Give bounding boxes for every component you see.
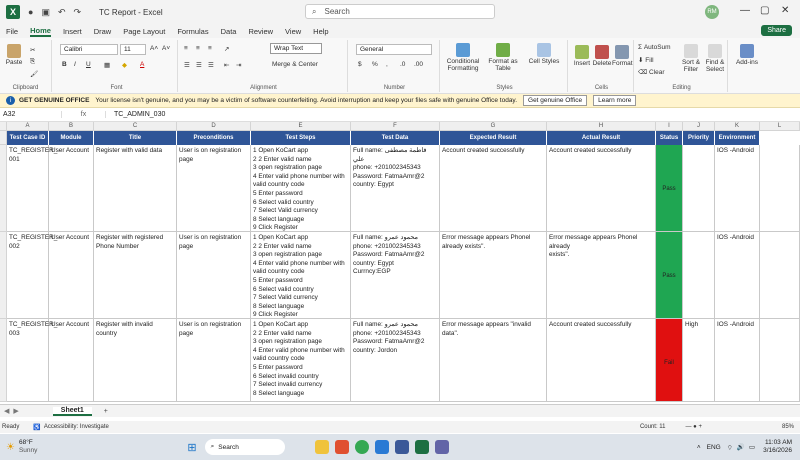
cell-status-pass[interactable] xyxy=(656,145,683,232)
sort-filter-icon xyxy=(684,44,698,58)
autosum-label: AutoSum xyxy=(643,44,671,51)
clipboard-label: Clipboard xyxy=(12,85,39,91)
file-explorer-icon[interactable] xyxy=(315,440,329,454)
cell-module[interactable]: User Account xyxy=(49,319,94,402)
delete-cells-icon xyxy=(595,45,609,59)
find-select-icon xyxy=(708,44,722,58)
editing-label: Editing xyxy=(672,85,691,91)
borders-icon[interactable]: ▦ xyxy=(104,62,111,69)
cell-test-case-id[interactable]: TC_REGISTER_ 002 xyxy=(7,232,49,319)
conditional-formatting-button[interactable] xyxy=(444,43,482,72)
cell-preconditions[interactable]: User is on registration page xyxy=(177,319,251,402)
tab-home[interactable]: Home xyxy=(30,25,51,35)
header-environment[interactable]: Environment xyxy=(715,131,760,145)
cell-preconditions[interactable]: User is on registration page xyxy=(177,232,251,319)
align-center-icon[interactable]: ☰ xyxy=(196,62,202,69)
banner-message: Your license isn't genuine, and you may be a victim of software counterfeiting. Avoid interruption and keep your files safe with genuine Office today. xyxy=(95,97,518,104)
orientation-icon[interactable]: ↗ xyxy=(224,46,230,53)
clear-icon: ⌫ xyxy=(638,69,649,76)
title-bar xyxy=(0,0,800,24)
decrease-font-icon[interactable]: A˅ xyxy=(162,45,171,52)
next-sheet-icon[interactable]: ▶ xyxy=(13,408,19,415)
search-placeholder: Search xyxy=(324,7,350,16)
paste-label: Paste xyxy=(5,59,23,66)
column-header-k[interactable]: K xyxy=(715,122,760,131)
battery-icon[interactable]: ▭ xyxy=(748,444,756,451)
cell-title[interactable]: Register with valid data xyxy=(94,145,177,232)
select-all-corner[interactable] xyxy=(0,122,7,131)
cell-styles-icon xyxy=(537,43,551,57)
search-icon: ⌕ xyxy=(312,6,317,16)
cells-label: Cells xyxy=(594,85,609,91)
brave-browser-icon[interactable] xyxy=(335,440,349,454)
cell-test-data[interactable]: Full name: محمود عمرو phone: +201002345343 Password: FatmaAmr@2 country: Jordon xyxy=(351,319,440,402)
status-bar xyxy=(0,421,800,433)
maximize-button[interactable]: ▢ xyxy=(760,5,770,16)
cells-group xyxy=(570,40,634,92)
cell-priority[interactable]: High xyxy=(683,319,715,402)
spreadsheet-grid[interactable] xyxy=(0,122,800,402)
tab-view[interactable]: View xyxy=(285,26,302,36)
column-header-j[interactable]: J xyxy=(683,122,715,131)
comma-icon[interactable]: , xyxy=(386,61,388,68)
header-preconditions[interactable]: Preconditions xyxy=(177,131,251,145)
cell-test-steps[interactable]: 1 Open KoCart app 2 2 Enter valid name 3 open registration page 4 Enter valid phone number with valid country code 5 Enter password 6 Select valid country 7 Select Valid currency 8 Select language 9 Click Register xyxy=(251,145,351,232)
header-status[interactable]: Status xyxy=(656,131,683,145)
row-header[interactable] xyxy=(0,145,7,232)
cell-test-steps[interactable]: 1 Open KoCart app 2 2 Enter valid name 3 open registration page 4 Enter valid phone number with valid country code 5 Enter password 6 Select valid country 7 Select Valid currency 8 Select language 9 Click Register xyxy=(251,232,351,319)
cell-test-steps[interactable]: 1 Open KoCart app 2 2 Enter valid name 3 open registration page 4 Enter valid phone number with valid country code 5 Enter password 6 Select invalid country 7 Select invalid currency 8 Select language xyxy=(251,319,351,402)
cell-expected-result[interactable]: Error message appears "invalid data". xyxy=(440,319,547,402)
conditional-formatting-label: Conditional Formatting xyxy=(446,58,480,72)
taskbar-search-label: Search xyxy=(218,443,239,451)
name-box[interactable]: A32 xyxy=(0,111,62,118)
messenger-icon[interactable] xyxy=(375,440,389,454)
format-as-table-icon xyxy=(496,43,510,57)
cell-environment[interactable]: IOS -Android xyxy=(715,232,760,319)
header-test-data[interactable]: Test Data xyxy=(351,131,440,145)
number-group xyxy=(350,40,440,92)
sheet-tab-bar xyxy=(0,404,800,417)
font-name-select[interactable]: Calibri xyxy=(60,44,118,55)
cell-module[interactable]: User Account xyxy=(49,232,94,319)
tab-page-layout[interactable]: Page Layout xyxy=(123,26,166,36)
column-header-l[interactable]: L xyxy=(760,122,800,131)
font-group xyxy=(56,40,178,92)
increase-indent-icon[interactable]: ⇥ xyxy=(236,62,242,69)
addins-button[interactable] xyxy=(732,44,762,66)
chrome-icon[interactable] xyxy=(355,440,369,454)
app-icon[interactable] xyxy=(395,440,409,454)
tab-draw[interactable]: Draw xyxy=(93,26,112,36)
merge-center-button[interactable]: Merge & Center xyxy=(272,61,318,68)
cell-priority[interactable] xyxy=(683,232,715,319)
cell-title[interactable]: Register with invalid country xyxy=(94,319,177,402)
cell-status-pass[interactable] xyxy=(656,232,683,319)
editing-group xyxy=(636,40,728,92)
clear-label: Clear xyxy=(649,69,665,76)
undo-icon[interactable]: ↶ xyxy=(57,6,66,17)
status-ready: Ready xyxy=(2,424,20,430)
format-cells-icon xyxy=(615,45,629,59)
cell-test-data[interactable]: Full name: محمود عمرو phone: +201002345343 Password: FatmaAmr@2 country: Egypt Currncy:EGP xyxy=(351,232,440,319)
minimize-button[interactable]: — xyxy=(740,5,750,16)
number-format-select[interactable]: General xyxy=(356,44,432,55)
row-header[interactable] xyxy=(0,319,7,402)
taskbar-search-icon: ⌕ xyxy=(210,443,215,450)
weather-temp: 68°F xyxy=(18,439,33,446)
taskbar xyxy=(0,434,800,460)
cell-actual-result[interactable]: Account created successfully xyxy=(547,145,656,232)
clipboard-group xyxy=(0,40,52,92)
clock-time: 11:03 AM xyxy=(765,439,792,446)
header-actual-result[interactable]: Actual Result xyxy=(547,131,656,145)
wrap-text-button[interactable] xyxy=(270,43,322,54)
avatar[interactable]: RM xyxy=(705,5,719,19)
underline-button[interactable]: U xyxy=(86,61,91,68)
fill-label: Fill xyxy=(645,57,654,64)
get-genuine-button[interactable]: Get genuine Office xyxy=(523,95,587,106)
column-header-f[interactable]: F xyxy=(351,122,440,131)
status-text: Pass xyxy=(662,186,676,192)
cell-empty[interactable] xyxy=(760,232,800,319)
cell-environment[interactable]: IOS -Android xyxy=(715,319,760,402)
share-button[interactable]: Share xyxy=(761,25,792,36)
align-right-icon[interactable]: ☰ xyxy=(208,62,214,69)
cell-priority[interactable] xyxy=(683,145,715,232)
header-expected-result[interactable]: Expected Result xyxy=(440,131,547,145)
excel-logo-icon: X xyxy=(6,5,20,19)
bold-button[interactable]: B xyxy=(62,61,67,68)
cell-actual-result[interactable]: Account created successfully xyxy=(547,319,656,402)
decrease-decimal-icon[interactable]: .00 xyxy=(414,61,424,68)
search-box[interactable] xyxy=(305,4,495,19)
count-indicator: Count: 11 xyxy=(639,424,666,430)
increase-font-icon[interactable]: A˄ xyxy=(150,45,159,52)
percent-icon[interactable]: % xyxy=(372,61,378,68)
menu-bar xyxy=(0,24,800,38)
tab-data[interactable]: Data xyxy=(220,26,237,36)
status-text: Fail xyxy=(664,360,674,366)
styles-group xyxy=(442,40,568,92)
header-title[interactable]: Title xyxy=(94,131,177,145)
cell-styles-button[interactable] xyxy=(526,43,562,65)
cell-test-data[interactable]: Full name: فاطمة مصطفى علي phone: +201002345343 Password: FatmaAmr@2 country: Egypt xyxy=(351,145,440,232)
header-priority[interactable]: Priority xyxy=(683,131,715,145)
sort-filter-label: Sort & Filter xyxy=(681,59,701,73)
font-size-select[interactable]: 11 xyxy=(120,44,146,55)
column-header-e[interactable]: E xyxy=(251,122,351,131)
format-painter-icon[interactable]: 🖌 xyxy=(30,71,39,78)
italic-button[interactable]: I xyxy=(74,61,76,68)
cell-module[interactable]: User Account xyxy=(49,145,94,232)
alignment-group xyxy=(180,40,348,92)
formula-bar xyxy=(0,108,800,122)
cell-actual-result[interactable]: Error message appears Phonel already exists". xyxy=(547,232,656,319)
header-test-case-id[interactable]: Test Case ID xyxy=(7,131,49,145)
tab-file[interactable]: File xyxy=(6,26,19,36)
delete-cells-button[interactable] xyxy=(592,45,612,67)
cell-empty[interactable] xyxy=(760,319,800,402)
system-tray-chevron-icon[interactable]: ˄ xyxy=(696,443,701,451)
insert-cells-icon xyxy=(575,45,589,59)
cell-title[interactable]: Register with registered Phone Number xyxy=(94,232,177,319)
tab-insert[interactable]: Insert xyxy=(62,26,82,36)
cell-test-case-id[interactable]: TC_REGISTER_ 001 xyxy=(7,145,49,232)
cell-status-fail[interactable] xyxy=(656,319,683,402)
ribbon xyxy=(0,38,800,94)
taskbar-search[interactable] xyxy=(205,439,285,455)
addins-label: Add-ins xyxy=(735,59,759,66)
paste-button[interactable] xyxy=(4,44,24,66)
teams-icon[interactable] xyxy=(435,440,449,454)
column-header-g[interactable]: G xyxy=(440,122,547,131)
column-header-i[interactable]: I xyxy=(656,122,683,131)
cut-icon[interactable]: ✂ xyxy=(30,47,36,54)
format-as-table-label: Format as Table xyxy=(488,58,518,72)
cell-styles-label: Cell Styles xyxy=(528,58,560,65)
banner-title: GET GENUINE OFFICE xyxy=(19,97,90,104)
info-icon: i xyxy=(6,96,15,105)
column-header-d[interactable]: D xyxy=(177,122,251,131)
cell-test-case-id[interactable]: TC_REGISTER_ 003 xyxy=(7,319,49,402)
start-button[interactable]: ⊞ xyxy=(187,441,197,454)
font-label: Font xyxy=(110,85,123,91)
formula-input[interactable]: TC_ADMIN_030 xyxy=(114,111,166,118)
zoom-slider[interactable]: — ● + xyxy=(685,424,702,430)
number-label: Number xyxy=(383,85,406,91)
sheet-tab-sheet1[interactable]: Sheet1 xyxy=(53,407,92,416)
copy-icon[interactable]: ⎘ xyxy=(30,58,36,65)
cell-environment[interactable]: IOS -Android xyxy=(715,145,760,232)
wrap-text-label: Wrap Text xyxy=(274,45,304,52)
widgets-icon[interactable] xyxy=(295,440,309,454)
alignment-label: Alignment xyxy=(250,85,277,91)
conditional-formatting-icon xyxy=(456,43,470,57)
format-as-table-button[interactable] xyxy=(484,43,522,72)
column-header-h[interactable]: H xyxy=(547,122,656,131)
format-cells-label: Format xyxy=(612,60,633,67)
autosum-icon: Σ xyxy=(638,44,644,51)
clock[interactable] xyxy=(763,439,792,455)
sort-filter-button[interactable] xyxy=(680,44,702,73)
row-header[interactable] xyxy=(0,131,7,145)
align-middle-icon[interactable]: ≡ xyxy=(196,45,200,52)
tab-help[interactable]: Help xyxy=(313,26,329,36)
genuine-office-banner xyxy=(0,94,800,108)
align-bottom-icon[interactable]: ≡ xyxy=(208,45,212,52)
prev-sheet-icon[interactable]: ◀ xyxy=(4,408,10,415)
excel-taskbar-icon[interactable] xyxy=(415,440,429,454)
status-text: Pass xyxy=(662,273,676,279)
redo-icon[interactable]: ↷ xyxy=(73,6,82,17)
fill-color-icon[interactable]: ◆ xyxy=(122,62,127,69)
cell-expected-result[interactable]: Error message appears Phonel already exists". xyxy=(440,232,547,319)
fill-button[interactable] xyxy=(638,56,654,64)
fill-icon: ⬇ xyxy=(638,57,646,64)
find-select-label: Find & Select xyxy=(705,59,725,73)
accessibility-status[interactable]: Accessibility: Investigate xyxy=(43,424,109,430)
add-sheet-button[interactable]: + xyxy=(103,407,108,415)
insert-cells-button[interactable] xyxy=(572,45,592,67)
clock-date: 3/16/2026 xyxy=(763,447,792,454)
addins-icon xyxy=(740,44,754,58)
paste-icon xyxy=(7,44,21,58)
increase-decimal-icon[interactable]: .0 xyxy=(400,61,406,68)
decrease-indent-icon[interactable]: ⇤ xyxy=(224,62,230,69)
align-left-icon[interactable]: ☰ xyxy=(184,62,190,69)
zoom-level[interactable]: 85% xyxy=(781,424,794,430)
language-indicator[interactable]: ENG xyxy=(706,443,721,451)
clear-button[interactable] xyxy=(638,68,665,76)
font-color-icon[interactable]: A xyxy=(140,61,145,68)
align-top-icon[interactable]: ≡ xyxy=(184,45,188,52)
addins-group xyxy=(730,40,764,92)
fx-icon[interactable]: fx xyxy=(62,111,106,118)
currency-icon[interactable]: $ xyxy=(358,61,362,68)
insert-cells-label: Insert xyxy=(573,60,591,67)
tab-review[interactable]: Review xyxy=(248,26,274,36)
learn-more-button[interactable]: Learn more xyxy=(593,95,636,106)
cell-preconditions[interactable]: User is on registration page xyxy=(177,145,251,232)
column-header-a[interactable]: A xyxy=(7,122,49,131)
header-module[interactable]: Module xyxy=(49,131,94,145)
find-select-button[interactable] xyxy=(704,44,726,73)
row-header[interactable] xyxy=(0,232,7,319)
window-title: TC Report - Excel xyxy=(99,7,163,17)
format-cells-button[interactable] xyxy=(612,45,632,67)
autosave-toggle-icon[interactable]: ● xyxy=(28,7,34,17)
wifi-icon[interactable]: ⌔ xyxy=(726,444,733,452)
weather-status: Sunny xyxy=(18,447,38,454)
volume-icon[interactable]: 🔊 xyxy=(736,444,745,451)
weather-icon: ☀ xyxy=(6,441,15,453)
header-test-steps[interactable]: Test Steps xyxy=(251,131,351,145)
accessibility-icon: ♿ xyxy=(33,424,41,431)
save-icon[interactable]: ▣ xyxy=(41,6,50,17)
weather-widget[interactable] xyxy=(19,439,37,455)
delete-cells-label: Delete xyxy=(592,60,612,67)
autosum-button[interactable] xyxy=(638,44,671,51)
column-header-c[interactable]: C xyxy=(94,122,177,131)
cell-empty[interactable] xyxy=(760,145,800,232)
column-header-b[interactable]: B xyxy=(49,122,94,131)
styles-label: Styles xyxy=(496,85,513,91)
cell-expected-result[interactable]: Account created successfully xyxy=(440,145,547,232)
tab-formulas[interactable]: Formulas xyxy=(177,26,209,36)
close-button[interactable]: ✕ xyxy=(781,5,790,16)
